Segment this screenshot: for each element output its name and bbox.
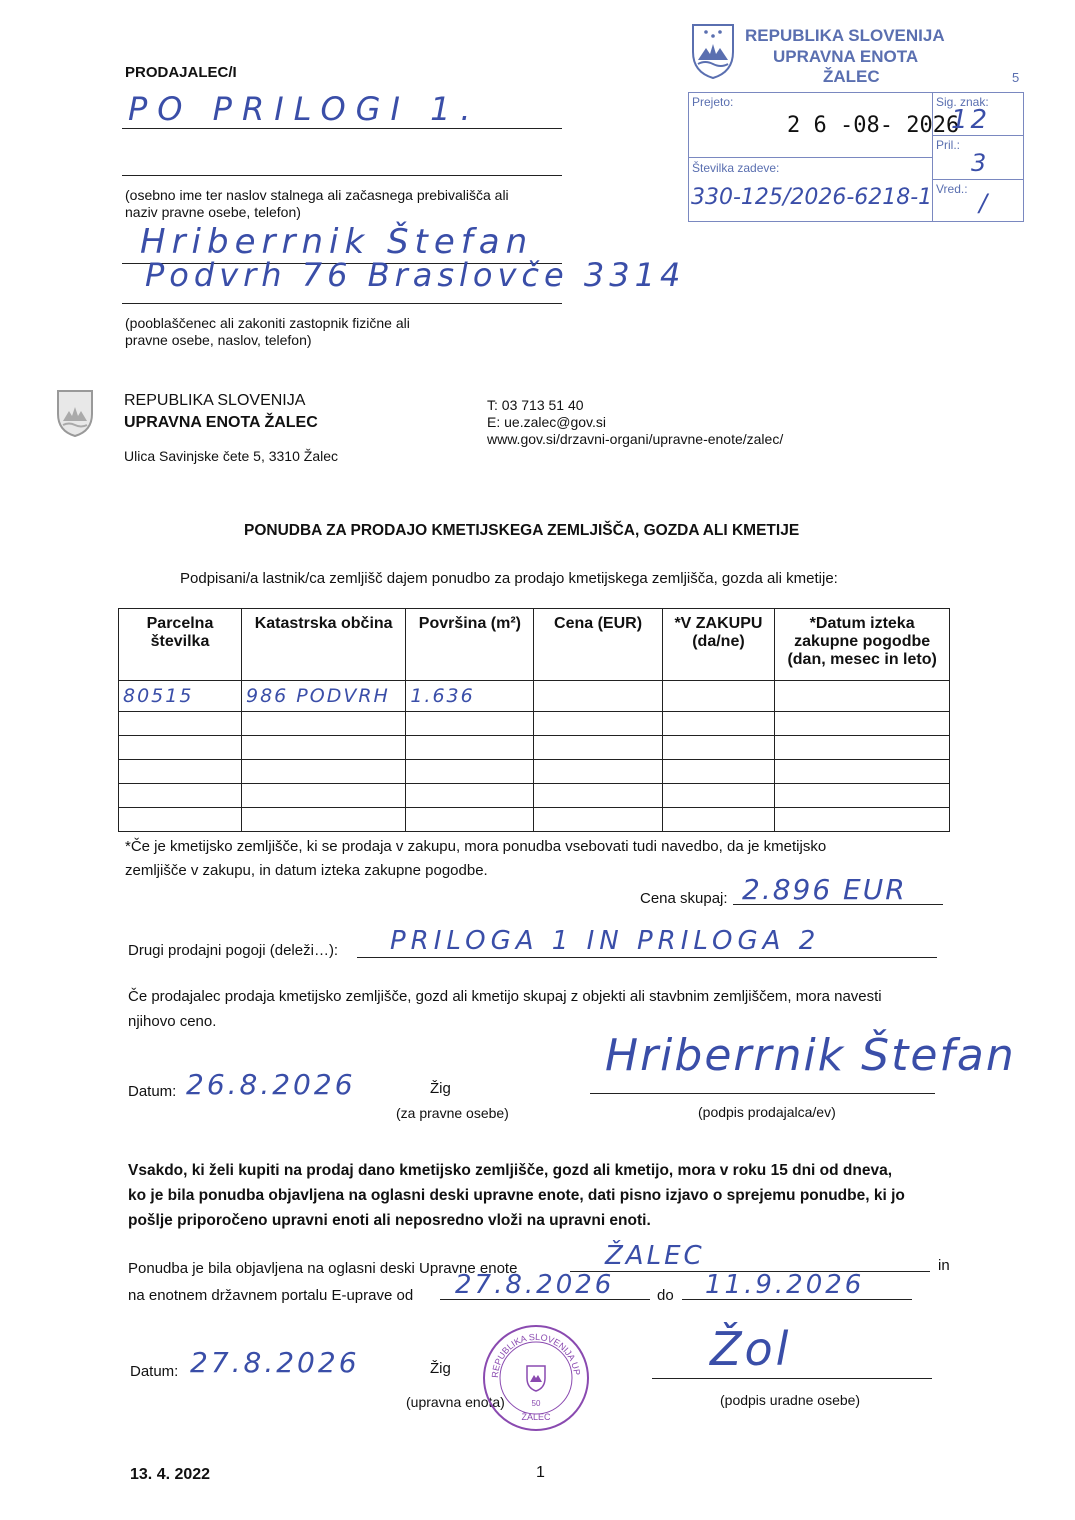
table-cell [775, 808, 950, 832]
table-cell [406, 712, 534, 736]
pril-label: Pril.: [936, 138, 960, 152]
table-cell [119, 760, 242, 784]
table-row [119, 712, 950, 736]
table-cell [534, 784, 662, 808]
sign2-zig-label: Žig [430, 1360, 451, 1377]
table-cell [241, 736, 405, 760]
seller-signature: Hriberrnik Štefan [605, 1030, 1016, 1081]
published-place: ŽALEC [605, 1241, 705, 1271]
vred-value: / [979, 189, 991, 217]
sign1-zig-caption: (za pravne osebe) [396, 1105, 509, 1121]
receipt-stamp-box [688, 92, 1024, 222]
table-cell: 986 PODVRH [241, 681, 405, 712]
office-email[interactable]: E: ue.zalec@gov.si [487, 414, 607, 430]
representative-line-2 [122, 303, 562, 304]
header-datum-izteka: *Datum izteka zakupne pogodbe (dan, mesec in leto) [775, 609, 950, 681]
objects-line-1: Če prodajalec prodaja kmetijsko zemljišče, gozd ali kmetijo skupaj z objekti ali stavbnim zemljiščem, mora navesti [128, 988, 882, 1005]
table-cell [662, 712, 775, 736]
office-address: Ulica Savinjske čete 5, 3310 Žalec [124, 448, 338, 464]
office-web-link[interactable]: www.gov.si/drzavni-organi/upravne-enote/zalec/ [487, 431, 784, 447]
published-text-1: Ponudba je bila objavljena na oglasni deski Upravne enote [128, 1260, 518, 1277]
seller-caption-2a: (pooblaščenec ali zakoniti zastopnik fizične ali [125, 315, 410, 331]
table-row [119, 736, 950, 760]
table-cell [119, 808, 242, 832]
published-to-line [682, 1299, 912, 1300]
stevilka-value: 330-125/2026-6218-1 [691, 185, 933, 210]
representative-name: Hriberrnik Štefan [140, 222, 534, 262]
header-zakup: *V ZAKUPU (da/ne) [662, 609, 775, 681]
seller-handwritten-line: PO PRILOGI 1. [128, 90, 481, 128]
prejeto-date: 2 6 -08- 2026 [787, 113, 960, 138]
header-parcelna: Parcelna številka [119, 609, 242, 681]
sign1-zig-label: Žig [430, 1080, 451, 1097]
seal-number: 50 [531, 1399, 541, 1408]
receipt-stamp-line1: REPUBLIKA SLOVENIJA [745, 26, 945, 45]
other-conditions-value: PRILOGA 1 IN PRILOGA 2 [390, 926, 821, 956]
sign1-date-label: Datum: [128, 1083, 177, 1100]
table-cell [119, 784, 242, 808]
sign2-signature-line [652, 1378, 932, 1379]
official-signature: Žol [710, 1322, 792, 1376]
table-cell: 1.636 [406, 681, 534, 712]
published-text-2: na enotnem državnem portalu E-uprave od [128, 1287, 414, 1304]
table-cell [662, 760, 775, 784]
published-from-line [440, 1299, 650, 1300]
table-cell: 80515 [119, 681, 242, 712]
seller-caption-2b: pravne osebe, naslov, telefon) [125, 332, 312, 348]
office-name-2: UPRAVNA ENOTA ŽALEC [124, 414, 318, 431]
table-cell [775, 760, 950, 784]
table-cell [534, 736, 662, 760]
table-cell [662, 808, 775, 832]
table-row [119, 784, 950, 808]
office-phone: T: 03 713 51 40 [487, 397, 584, 413]
seller-line-1 [122, 128, 562, 129]
table-cell [241, 784, 405, 808]
published-do: do [657, 1287, 674, 1304]
pril-value: 3 [971, 149, 990, 177]
table-row [119, 760, 950, 784]
header-povrsina: Površina (m²) [406, 609, 534, 681]
office-seal [480, 1322, 592, 1434]
table-cell [662, 784, 775, 808]
seller-caption-1a: (osebno ime ter naslov stalnega ali začasnega prebivališča ali [125, 187, 509, 203]
footnote-line-2: zemljišče v zakupu, in datum izteka zakupne pogodbe. [125, 862, 488, 879]
table-cell [534, 712, 662, 736]
other-conditions-underline [357, 957, 937, 958]
table-cell [119, 712, 242, 736]
receipt-stamp-corner-number: 5 [1012, 70, 1020, 85]
header-katastrska: Katastrska občina [241, 609, 405, 681]
sign2-zig-caption: (upravna enota) [406, 1394, 505, 1410]
prejeto-label: Prejeto: [692, 95, 734, 109]
other-conditions-label: Drugi prodajni pogoji (deleži…): [128, 942, 339, 959]
header-cena: Cena (EUR) [534, 609, 662, 681]
published-from-date: 27.8.2026 [455, 1270, 615, 1300]
page-number: 1 [536, 1464, 545, 1481]
total-label: Cena skupaj: [640, 890, 728, 907]
table-cell [534, 760, 662, 784]
table-row [119, 808, 950, 832]
table-cell [775, 681, 950, 712]
table-cell [662, 681, 775, 712]
table-cell [241, 712, 405, 736]
notice-line-1: Vsakdo, ki želi kupiti na prodaj dano kmetijsko zemljišče, gozd ali kmetijo, mora v roku 15 dni od dneva, [128, 1162, 893, 1179]
vred-label: Vred.: [936, 182, 968, 196]
table-cell [406, 736, 534, 760]
office-coat-of-arms-icon [55, 388, 95, 438]
parcel-table [118, 608, 950, 832]
sign2-date-label: Datum: [130, 1363, 179, 1380]
table-cell [119, 736, 242, 760]
table-cell [406, 808, 534, 832]
office-name-1: REPUBLIKA SLOVENIJA [124, 392, 306, 409]
seal-top-text: REPUBLIKA SLOVENIJA UP [489, 1331, 582, 1379]
published-in: in [938, 1257, 950, 1274]
coat-of-arms-icon [690, 22, 736, 80]
table-cell [406, 760, 534, 784]
objects-line-2: njihovo ceno. [128, 1013, 217, 1030]
sig-znak-value: 12 [951, 105, 991, 135]
sign1-signature-line [590, 1093, 935, 1094]
sign2-date-value: 27.8.2026 [190, 1346, 360, 1379]
receipt-stamp-line2: UPRAVNA ENOTA [773, 47, 919, 66]
table-row [119, 681, 950, 712]
table-cell [534, 808, 662, 832]
total-value: 2.896 EUR [742, 873, 907, 906]
table-cell [775, 736, 950, 760]
seal-bottom-text: ŽALEC [521, 1412, 551, 1422]
notice-line-3: pošlje priporočeno upravni enoti ali neposredno vloži na upravni enoti. [128, 1212, 651, 1229]
receipt-stamp-line3: ŽALEC [823, 67, 880, 86]
sign1-date-value: 26.8.2026 [186, 1068, 356, 1101]
total-underline [733, 904, 943, 905]
table-cell [241, 760, 405, 784]
table-cell [662, 736, 775, 760]
published-to-date: 11.9.2026 [705, 1270, 865, 1300]
table-cell [775, 784, 950, 808]
seller-line-2 [122, 175, 562, 176]
notice-line-2: ko je bila ponudba objavljena na oglasni deski upravne enote, dati pisno izjavo o sprejemu ponudbe, ki jo [128, 1187, 905, 1204]
table-cell [534, 681, 662, 712]
sign2-signature-caption: (podpis uradne osebe) [720, 1392, 861, 1408]
form-intro: Podpisani/a lastnik/ca zemljišč dajem ponudbo za prodajo kmetijskega zemljišča, gozda ali kmetije: [180, 570, 838, 587]
stevilka-label: Številka zadeve: [692, 161, 780, 175]
footer-date: 13. 4. 2022 [130, 1466, 211, 1483]
form-title: PONUDBA ZA PRODAJO KMETIJSKEGA ZEMLJIŠČA, GOZDA ALI KMETIJE [244, 522, 800, 539]
table-cell [775, 712, 950, 736]
sig-znak-label: Sig. znak: [936, 95, 989, 109]
sign1-signature-caption: (podpis prodajalca/ev) [698, 1104, 836, 1120]
table-cell [406, 784, 534, 808]
seller-caption-1b: naziv pravne osebe, telefon) [125, 204, 301, 220]
table-cell [241, 808, 405, 832]
representative-address: Podvrh 76 Braslovče 3314 [145, 256, 686, 294]
seller-heading: PRODAJALEC/I [125, 64, 237, 81]
footnote-line-1: *Če je kmetijsko zemljišče, ki se prodaja v zakupu, mora ponudba vsebovati tudi navedbo, da je kmetijsko [125, 838, 827, 855]
